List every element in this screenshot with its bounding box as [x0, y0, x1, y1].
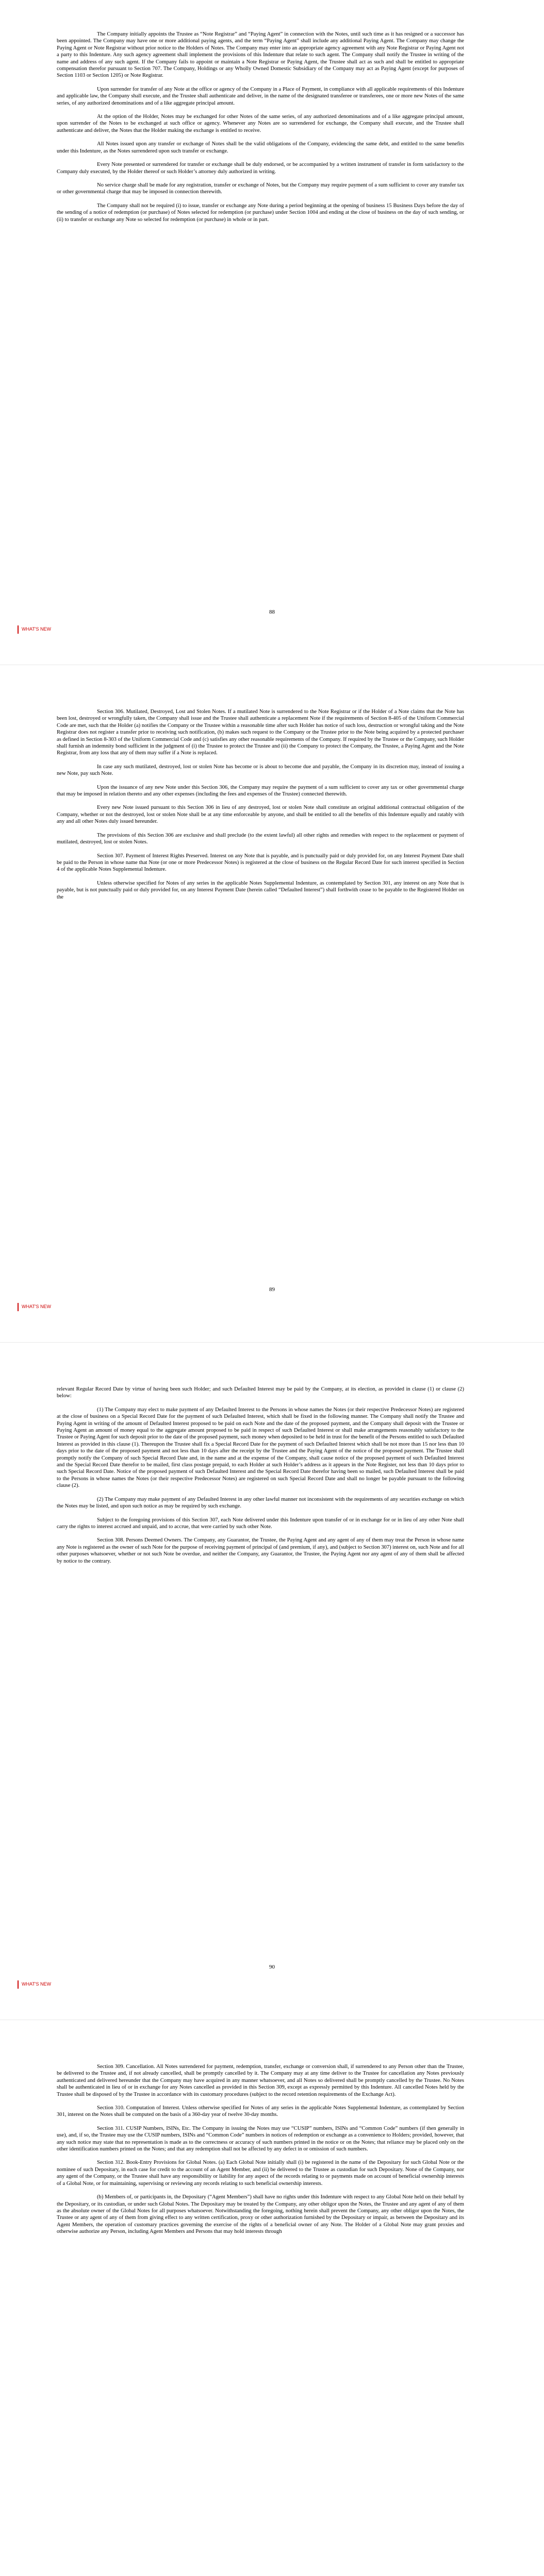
paragraph: relevant Regular Record Date by virtue of having been such Holder; and such Defaulted Interest may be paid by the Company, at its election, as provided in clause (1) or clause (2) below:	[57, 1386, 464, 1399]
paragraph: Section 309. Cancellation. All Notes surrendered for payment, redemption, transfer, exchange or conversion shall, if surrendered to any Person other than the Trustee, be delivered to the Trustee and, if not already cancelled, shall be promptly cancelled by it. The Company may at any time deliver to the Trustee for cancellation any Notes previously authenticated and delivered hereunder that the Company may have acquired in any manner whatsoever, and all Notes so delivered shall be promptly cancelled by the Trustee. No Notes shall be authenticated in lieu of or in exchange for any Notes cancelled as provided in this Section 309, except as expressly permitted by this Indenture. All cancelled Notes held by the Trustee shall be disposed of by the Trustee in accordance with its customary procedures (subject to the record retention requirements of the Exchange Act).	[57, 2064, 464, 2097]
paragraph: (2) The Company may make payment of any Defaulted Interest in any other lawful manner not inconsistent with the requirements of any securities exchange on which the Notes may be listed, and upon such notice as may be required by such exchange.	[57, 1496, 464, 1510]
page-number: 89	[269, 1286, 275, 1293]
change-bar	[18, 1980, 19, 1989]
paragraph: Every new Note issued pursuant to this Section 306 in lieu of any destroyed, lost or stolen Note shall constitute an original additional contractual obligation of the Company, whether or not the destroyed, lost or stolen Note shall be at any time enforceable by anyone, and shall be entitled to all the benefits of this Indenture equally and ratably with any and all other Notes duly issued hereunder.	[57, 805, 464, 825]
page-number: 88	[269, 609, 275, 615]
page-separator	[0, 1342, 544, 1343]
paragraph: In case any such mutilated, destroyed, lost or stolen Note has become or is about to become due and payable, the Company in its discretion may, instead of issuing a new Note, pay such Note.	[57, 764, 464, 777]
paragraph: (1) The Company may elect to make payment of any Defaulted Interest to the Persons in whose names the Notes (or their respective Predecessor Notes) are registered at the close of business on a Special Record Date for the payment of such Defaulted Interest, which shall be fixed in the following manner. The Company shall notify the Trustee and Paying Agent in writing of the amount of Defaulted Interest proposed to be paid on each Note and the date of the proposed payment, and the Company shall deposit with the Trustee or Paying Agent an amount of money equal to the aggregate amount proposed to be paid in respect of such Defaulted Interest or shall make arrangements reasonably satisfactory to the Trustee or Paying Agent for such deposit prior to the date of the proposed payment, such money when deposited to be held in trust for the benefit of the Persons entitled to such Defaulted Interest as provided in this clause (1). Thereupon the Trustee shall fix a Special Record Date for the payment of such Defaulted Interest which shall be not more than 15 nor less than 10 days prior to the date of the proposed payment and not less than 10 days after the receipt by the Trustee and the Paying Agent of the notice of the proposed payment. The Trustee shall promptly notify the Company of such Special Record Date and, in the name and at the expense of the Company, shall cause notice of the proposed payment of such Defaulted Interest and the Special Record Date therefor to be mailed, first class postage prepaid, to each Holder at such Holder’s address as it appears in the Note Register, not less than 10 days prior to such Special Record Date. Notice of the proposed payment of such Defaulted Interest and the Special Record Date therefor having been so mailed, such Defaulted Interest shall be paid to the Persons in whose names the Notes (or their respective Predecessor Notes) are registered on such Special Record Date and shall no longer be payable pursuant to the following clause (2).	[57, 1406, 464, 1489]
page-number: 90	[269, 1964, 275, 1970]
paragraph: Section 306. Mutilated, Destroyed, Lost and Stolen Notes. If a mutilated Note is surrendered to the Note Registrar or if the Holder of a Note claims that the Note has been lost, destroyed or wrongfully taken, the Company shall issue and the Trustee shall authenticate a replacement Note if the requirements of Section 8-405 of the Uniform Commercial Code are met, such that the Holder (a) notifies the Company or the Trustee within a reasonable time after such Holder has notice of such loss, destruction or wrongful taking and the Note Registrar does not register a transfer prior to receiving such notification, (b) makes such request to the Company or the Trustee prior to the Note being acquired by a protected purchaser as defined in Section 8-303 of the Uniform Commercial Code and (c) satisfies any other reasonable requirements of the Company. If required by the Trustee or the Company, such Holder shall furnish an indemnity bond sufficient in the judgment of (i) the Trustee to protect the Trustee and (ii) the Company to protect the Company, the Trustee, a Paying Agent and the Note Registrar, from any loss that any of them may suffer if a Note is replaced.	[57, 709, 464, 756]
paragraph: All Notes issued upon any transfer or exchange of Notes shall be the valid obligations of the Company, evidencing the same debt, and entitled to the same benefits under this Indenture, as the Notes surrendered upon such transfer or exchange.	[57, 141, 464, 154]
paragraph: The provisions of this Section 306 are exclusive and shall preclude (to the extent lawful) all other rights and remedies with respect to the replacement or payment of mutilated, destroyed, lost or stolen Notes.	[57, 832, 464, 845]
paragraph: Section 312. Book-Entry Provisions for Global Notes. (a) Each Global Note initially shall (i) be registered in the name of the Depositary for such Global Note or the nominee of such Depositary, in each case for credit to the account of an Agent Member, and (ii) be delivered to the Trustee as custodian for such Depositary. None of the Company, nor any agent of the Company, or the Trustee shall have any responsibility or liability for any aspect of the records relating to or payments made on account of beneficial ownership interests of a Global Note, or for maintaining, supervising or reviewing any records relating to such beneficial ownership interests.	[57, 2160, 464, 2187]
paragraph: (b) Members of, or participants in, the Depositary (“Agent Members”) shall have no rights under this Indenture with respect to any Global Note held on their behalf by the Depositary, or its custodian, or under such Global Notes. The Depositary may be treated by the Company, any other obligor upon the Notes, the Trustee and any agent of any of them as the absolute owner of the Global Notes for all purposes whatsoever. Notwithstanding the foregoing, nothing herein shall prevent the Company, any other obligor upon the Notes, the Trustee or any agent of any of them from giving effect to any written certification, proxy or other authorization furnished by the Depositary or impair, as between the Depositary and its Agent Members, the operation of customary practices governing the exercise of the rights of a beneficial owner of any Note. The Holder of a Global Note may grant proxies and otherwise authorize any Person, including Agent Members and Persons that may hold interests through	[57, 2194, 464, 2235]
footer-code: WHAT'S NEW	[22, 1981, 52, 1987]
page-91-body	[57, 2063, 464, 2242]
paragraph: At the option of the Holder, Notes may be exchanged for other Notes of the same series, of any authorized denominations and of a like aggregate principal amount, upon surrender of the Notes to be exchanged at such office or agency. Whenever any Notes are so surrendered for exchange, the Company shall execute, and the Trustee shall authenticate and deliver, the Notes that the Holder making the exchange is entitled to receive.	[57, 114, 464, 133]
paragraph: Every Note presented or surrendered for transfer or exchange shall be duly endorsed, or be accompanied by a written instrument of transfer in form satisfactory to the Company duly executed, by the Holder thereof or such Holder’s attorney duly authorized in writing.	[57, 162, 464, 175]
paragraph: Upon surrender for transfer of any Note at the office or agency of the Company in a Place of Payment, in compliance with all applicable requirements of this Indenture and applicable law, the Company shall execute, and the Trustee shall authenticate and deliver, in the name of the designated transferee or transferees, one or more new Notes of the same series, of any authorized denominations and of a like aggregate principal amount.	[57, 86, 464, 106]
footer-code: WHAT'S NEW	[22, 626, 52, 632]
page-90-body	[57, 1386, 464, 1571]
paragraph: Section 307. Payment of Interest Rights Preserved. Interest on any Note that is payable, and is punctually paid or duly provided for, on any Interest Payment Date shall be paid to the Person in whose name that Note (or one or more Predecessor Notes) is registered at the close of business on the Regular Record Date for such interest specified in Section 4 of the applicable Notes Supplemental Indenture.	[57, 853, 464, 873]
change-bar	[18, 625, 19, 634]
paragraph: The Company shall not be required (i) to issue, transfer or exchange any Note during a period beginning at the opening of business 15 Business Days before the day of the sending of a notice of redemption (or purchase) of Notes selected for redemption (or purchase) under Section 1004 and ending at the close of business on the day of such sending, or (ii) to transfer or exchange any Note so selected for redemption (or purchase) in whole or in part.	[57, 202, 464, 223]
paragraph: Subject to the foregoing provisions of this Section 307, each Note delivered under this Indenture upon transfer of or in exchange for or in lieu of any other Note shall carry the rights to interest accrued and unpaid, and to accrue, that were carried by such other Note.	[57, 1517, 464, 1530]
paragraph: No service charge shall be made for any registration, transfer or exchange of Notes, but the Company may require payment of a sum sufficient to cover any transfer tax or other governmental charge that may be imposed in connection therewith.	[57, 182, 464, 195]
paragraph: Section 308. Persons Deemed Owners. The Company, any Guarantor, the Trustee, the Paying Agent and any agent of any of them may treat the Person in whose name any Note is registered as the owner of such Note for the purpose of receiving payment of principal of (and premium, if any), and (subject to Section 307) interest on, such Note and for all other purposes whatsoever, whether or not such Note be overdue, and neither the Company, any Guarantor, the Trustee, the Paying Agent nor any agent of any of them shall be affected by notice to the contrary.	[57, 1537, 464, 1564]
paragraph: Upon the issuance of any new Note under this Section 306, the Company may require the payment of a sum sufficient to cover any tax or other governmental charge that may be imposed in relation thereto and any other expenses (including the fees and expenses of the Trustee) connected therewith.	[57, 784, 464, 798]
page-88-body	[57, 31, 464, 230]
paragraph: The Company initially appoints the Trustee as “Note Registrar” and “Paying Agent” in connection with the Notes, until such time as it has resigned or a successor has been appointed. The Company may have one or more additional paying agents, and the term “Paying Agent” shall include any additional Paying Agent. The Company may change the Paying Agent or Note Registrar without prior notice to the Holders of Notes. The Company may enter into an appropriate agency agreement with any Note Registrar or Paying Agent not a party to this Indenture. Any such agency agreement shall implement the provisions of this Indenture that relate to such agent. The Company shall notify the Trustee in writing of the name and address of any such agent. If the Company fails to appoint or maintain a Note Registrar or Paying Agent, the Trustee shall act as such and shall be entitled to appropriate compensation therefor pursuant to Section 707. The Company, Holdings or any Wholly Owned Domestic Subsidiary of the Company may act as Paying Agent (except for purposes of Section 1103 or Section 1205) or Note Registrar.	[57, 31, 464, 79]
paragraph: Section 311. CUSIP Numbers, ISINs, Etc. The Company in issuing the Notes may use “CUSIP” numbers, ISINs and “Common Code” numbers (if then generally in use), and, if so, the Trustee may use the CUSIP numbers, ISINs and “Common Code” numbers in notices of redemption or exchange as a convenience to Holders; provided, however, that any such notice may state that no representation is made as to the correctness or accuracy of such numbers printed in the notice or on the Notes; that reliance may be placed only on the other identification numbers printed on the Notes; and that any redemption shall not be affected by any defect in or omission of such numbers.	[57, 2125, 464, 2153]
page-89-body	[57, 708, 464, 907]
paragraph: Section 310. Computation of Interest. Unless otherwise specified for Notes of any series in the applicable Notes Supplemental Indenture, as contemplated by Section 301, interest on the Notes shall be computed on the basis of a 360-day year of twelve 30-day months.	[57, 2105, 464, 2118]
paragraph: Unless otherwise specified for Notes of any series in the applicable Notes Supplemental Indenture, as contemplated by Section 301, any interest on any Note that is payable, but is not punctually paid or duly provided for, on any Interest Payment Date (herein called “Defaulted Interest”) shall forthwith cease to be payable to the Registered Holder on the	[57, 880, 464, 900]
change-bar	[18, 1303, 19, 1311]
footer-code: WHAT'S NEW	[22, 1304, 52, 1309]
